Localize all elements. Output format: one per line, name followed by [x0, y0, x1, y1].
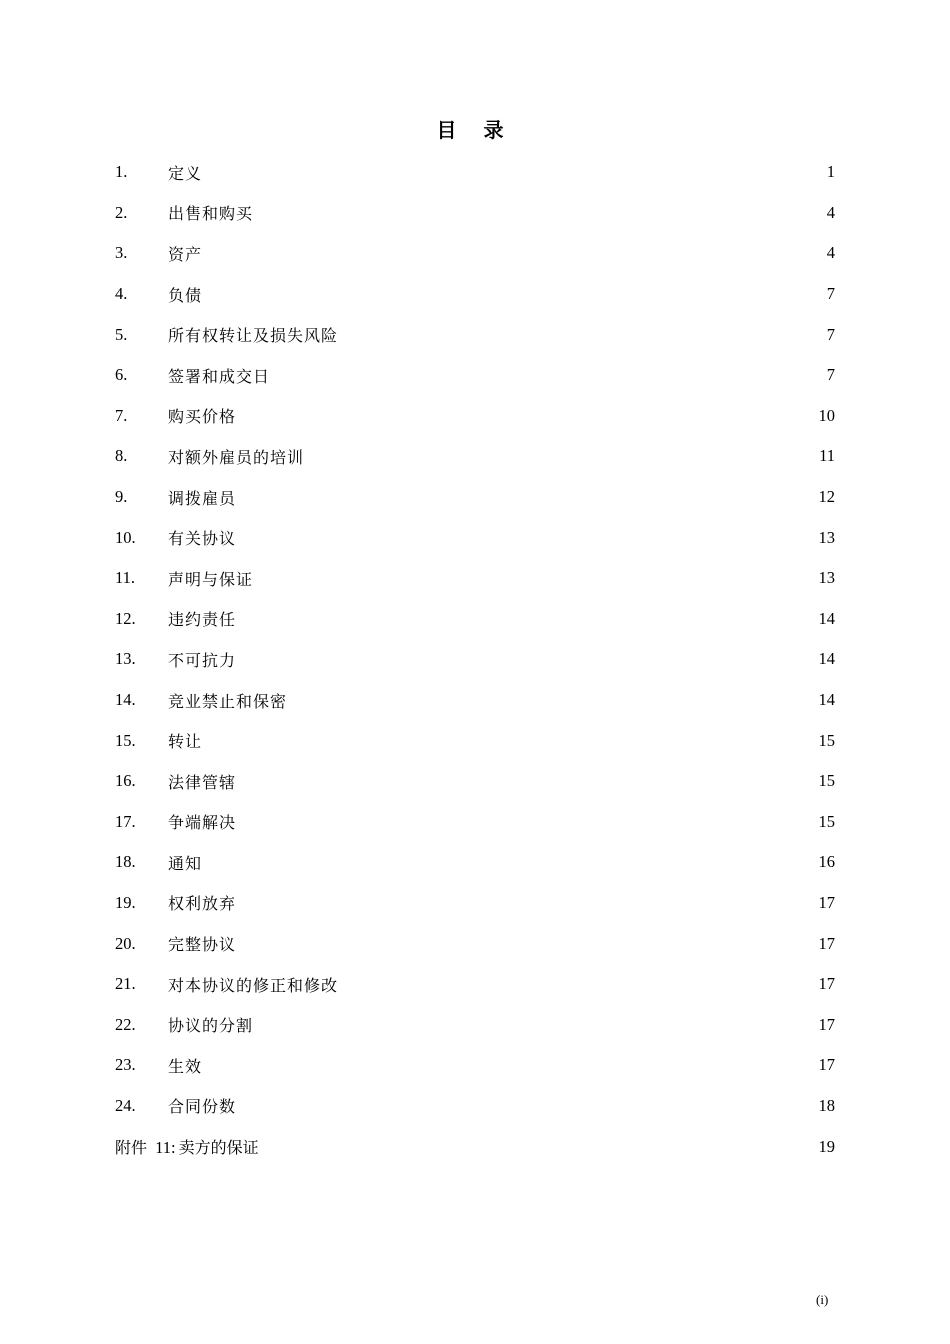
toc-entry-page: 12 [818, 487, 835, 507]
toc-annex-number: 11: [155, 1138, 176, 1158]
toc-entry-number: 1. [115, 162, 128, 182]
toc-entry[interactable] [115, 1086, 835, 1127]
toc-entry-label: 对本协议的修正和修改 [168, 975, 339, 995]
toc-entry[interactable] [115, 923, 835, 964]
toc-entry-label: 合同份数 [168, 1097, 237, 1117]
toc-entry[interactable] [115, 680, 835, 721]
toc-entry-number: 18. [115, 852, 136, 872]
toc-annex-entry[interactable] [115, 1126, 835, 1167]
toc-entry-page: 15 [818, 811, 835, 831]
toc-entry-label: 竞业禁止和保密 [168, 691, 288, 711]
toc-entry[interactable] [115, 761, 835, 802]
toc-entry-label: 声明与保证 [168, 569, 254, 589]
toc-entry-number: 11. [115, 568, 136, 588]
toc-entry-page: 13 [818, 568, 835, 588]
toc-entry[interactable] [115, 314, 835, 355]
toc-entry-page: 11 [819, 446, 835, 466]
toc-entry-page: 18 [818, 1095, 835, 1115]
toc-entry-label: 生效 [168, 1056, 203, 1076]
toc-entry[interactable] [115, 842, 835, 883]
toc-entry-label: 负债 [168, 285, 203, 305]
toc-entry-number: 15. [115, 730, 136, 750]
toc-entry[interactable] [115, 477, 835, 518]
toc-entry[interactable] [115, 558, 835, 599]
toc-entry-number: 10. [115, 527, 136, 547]
toc-entry-page: 15 [818, 730, 835, 750]
toc-entry-label: 有关协议 [168, 529, 237, 549]
toc-entry[interactable] [115, 720, 835, 761]
toc-entry[interactable] [115, 152, 835, 193]
toc-entry-page: 17 [818, 1014, 835, 1034]
toc-entry-label: 调拨雇员 [168, 488, 237, 508]
toc-entry[interactable] [115, 883, 835, 924]
toc-entry-page: 7 [826, 284, 835, 304]
toc-entry-label: 权利放弃 [168, 894, 237, 914]
toc-entry-label: 所有权转让及损失风险 [168, 326, 339, 346]
toc-entry[interactable] [115, 1045, 835, 1086]
toc-entry-number: 13. [115, 649, 136, 669]
toc-entry[interactable] [115, 436, 835, 477]
toc-entry-number: 14. [115, 690, 136, 710]
toc-entry-number: 6. [115, 365, 128, 385]
toc-list [115, 152, 835, 1167]
toc-entry-label: 出售和购买 [168, 204, 254, 224]
toc-entry-page: 17 [818, 974, 835, 994]
toc-entry-number: 16. [115, 771, 136, 791]
toc-entry-number: 8. [115, 446, 128, 466]
toc-entry-number: 7. [115, 405, 128, 425]
toc-entry[interactable] [115, 233, 835, 274]
toc-entry-label: 通知 [168, 853, 203, 873]
toc-entry-page: 14 [818, 608, 835, 628]
toc-entry-label: 完整协议 [168, 935, 237, 955]
toc-entry[interactable] [115, 355, 835, 396]
toc-entry-number: 4. [115, 284, 128, 304]
toc-entry-number: 17. [115, 811, 136, 831]
toc-entry-page: 10 [818, 405, 835, 425]
toc-entry-label: 资产 [168, 244, 203, 264]
toc-entry[interactable] [115, 599, 835, 640]
toc-entry-page: 17 [818, 892, 835, 912]
toc-entry[interactable] [115, 274, 835, 315]
toc-annex-text: 卖方的保证 [178, 1138, 259, 1158]
toc-entry-page: 7 [826, 324, 835, 344]
toc-entry-page: 15 [818, 771, 835, 791]
toc-entry-page: 1 [826, 162, 835, 182]
toc-entry-number: 5. [115, 324, 128, 344]
toc-entry-label: 不可抗力 [168, 650, 237, 670]
toc-entry-number: 20. [115, 933, 136, 953]
toc-entry-page: 4 [826, 202, 835, 222]
toc-entry-label: 争端解决 [168, 813, 237, 833]
toc-entry-number: 21. [115, 974, 136, 994]
toc-entry-number: 23. [115, 1055, 136, 1075]
toc-entry-label: 协议的分割 [168, 1016, 254, 1036]
toc-annex-prefix: 附件 [115, 1138, 148, 1158]
toc-entry-page: 17 [818, 1055, 835, 1075]
toc-entry-label: 转让 [168, 732, 203, 752]
toc-entry-label: 购买价格 [168, 407, 237, 427]
toc-entry-page: 16 [818, 852, 835, 872]
toc-title: 目 录 [436, 118, 514, 142]
toc-entry[interactable] [115, 396, 835, 437]
toc-entry-number: 3. [115, 243, 128, 263]
toc-entry-label: 法律管辖 [168, 772, 237, 792]
toc-entry-page: 17 [818, 933, 835, 953]
toc-entry-label: 定义 [168, 163, 203, 183]
footer-page-number: (i) [816, 1292, 829, 1307]
toc-entry-page: 4 [826, 243, 835, 263]
toc-annex-page: 19 [818, 1136, 835, 1156]
toc-entry-label: 对额外雇员的培训 [168, 447, 305, 467]
toc-entry-page: 7 [826, 365, 835, 385]
toc-entry-page: 14 [818, 649, 835, 669]
toc-entry-page: 14 [818, 690, 835, 710]
toc-entry-number: 24. [115, 1095, 136, 1115]
toc-entry[interactable] [115, 639, 835, 680]
toc-entry-number: 22. [115, 1014, 136, 1034]
toc-entry[interactable] [115, 193, 835, 234]
toc-annex-label [115, 1135, 775, 1158]
toc-entry-number: 9. [115, 487, 128, 507]
toc-entry-label: 签署和成交日 [168, 366, 271, 386]
toc-entry-number: 12. [115, 608, 136, 628]
toc-entry-number: 19. [115, 892, 136, 912]
toc-entry-label: 违约责任 [168, 610, 237, 630]
toc-entry[interactable] [115, 802, 835, 843]
toc-entry[interactable] [115, 1004, 835, 1045]
toc-entry[interactable] [115, 517, 835, 558]
toc-entry-page: 13 [818, 527, 835, 547]
toc-entry-number: 2. [115, 202, 128, 222]
toc-entry[interactable] [115, 964, 835, 1005]
